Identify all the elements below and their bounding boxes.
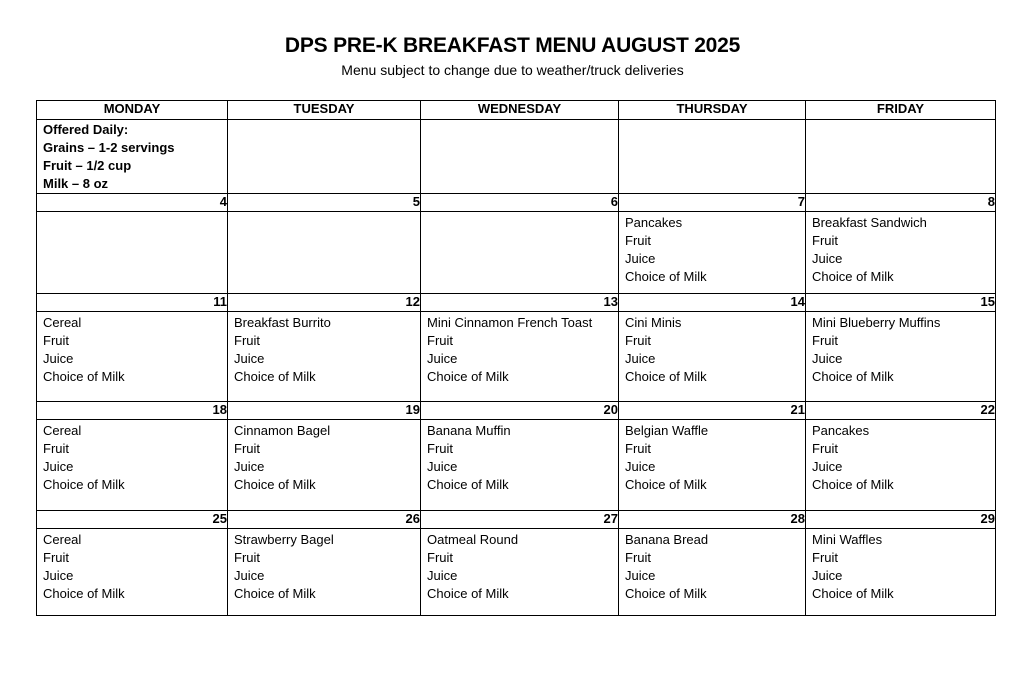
menu-item: Fruit — [625, 441, 651, 456]
menu-item: Choice of Milk — [43, 477, 125, 492]
menu-item: Juice — [234, 568, 265, 583]
menu-cell-wednesday — [421, 420, 619, 511]
menu-item: Choice of Milk — [812, 269, 894, 284]
date-monday: 4 — [37, 194, 228, 212]
offered-daily-heading: Offered Daily: — [43, 122, 129, 137]
menu-item: Juice — [812, 568, 843, 583]
menu-entree: Cereal — [43, 532, 82, 547]
menu-item: Juice — [625, 459, 656, 474]
date-row — [37, 294, 996, 312]
menu-entree: Banana Muffin — [427, 423, 511, 438]
day-header-tuesday: TUESDAY — [228, 101, 421, 120]
menu-item: Fruit — [812, 233, 838, 248]
menu-cell-thursday — [619, 312, 806, 402]
date-thursday: 28 — [619, 511, 806, 529]
menu-cell-tuesday — [228, 529, 421, 616]
menu-item: Choice of Milk — [625, 269, 707, 284]
menu-items-row — [37, 212, 996, 294]
menu-items-row — [37, 420, 996, 511]
menu-item: Choice of Milk — [625, 477, 707, 492]
menu-item: Choice of Milk — [427, 586, 509, 601]
menu-item: Fruit — [234, 333, 260, 348]
menu-cell-monday — [37, 529, 228, 616]
menu-item: Fruit — [43, 441, 69, 456]
menu-entree: Mini Cinnamon French Toast — [427, 315, 593, 330]
date-row — [37, 402, 996, 420]
menu-item: Fruit — [625, 333, 651, 348]
date-row — [37, 194, 996, 212]
menu-cell-tuesday — [228, 420, 421, 511]
menu-item: Choice of Milk — [427, 369, 509, 384]
date-tuesday: 5 — [228, 194, 421, 212]
offered-daily-row — [37, 120, 996, 194]
day-header-friday: FRIDAY — [806, 101, 996, 120]
menu-item: Juice — [625, 568, 656, 583]
empty-cell — [806, 120, 996, 194]
menu-cell-monday — [37, 420, 228, 511]
date-friday: 29 — [806, 511, 996, 529]
menu-entree: Oatmeal Round — [427, 532, 519, 547]
menu-item: Fruit — [427, 333, 453, 348]
menu-entree: Cereal — [43, 423, 82, 438]
menu-item: Juice — [625, 351, 656, 366]
menu-cell-wednesday — [421, 529, 619, 616]
menu-item: Fruit — [812, 550, 838, 565]
menu-item: Fruit — [43, 550, 69, 565]
menu-cell-thursday — [619, 212, 806, 294]
menu-item: Choice of Milk — [234, 369, 316, 384]
menu-item: Choice of Milk — [812, 586, 894, 601]
date-wednesday: 20 — [421, 402, 619, 420]
menu-item: Juice — [43, 568, 74, 583]
menu-entree: Pancakes — [812, 423, 870, 438]
menu-entree: Cereal — [43, 315, 82, 330]
offered-daily-milk: Milk – 8 oz — [43, 176, 109, 191]
empty-cell — [421, 120, 619, 194]
date-thursday: 21 — [619, 402, 806, 420]
menu-item: Choice of Milk — [625, 369, 707, 384]
date-friday: 8 — [806, 194, 996, 212]
menu-item: Choice of Milk — [625, 586, 707, 601]
menu-item: Juice — [234, 351, 265, 366]
offered-daily-fruit: Fruit – 1/2 cup — [43, 158, 132, 173]
menu-item: Juice — [625, 251, 656, 266]
day-header-thursday: THURSDAY — [619, 101, 806, 120]
menu-item: Fruit — [234, 441, 260, 456]
menu-item: Fruit — [625, 550, 651, 565]
menu-cell-friday — [806, 312, 996, 402]
date-tuesday: 19 — [228, 402, 421, 420]
date-wednesday: 6 — [421, 194, 619, 212]
menu-cell-wednesday — [421, 312, 619, 402]
menu-item: Choice of Milk — [234, 477, 316, 492]
menu-cell-monday — [37, 312, 228, 402]
date-friday: 15 — [806, 294, 996, 312]
menu-cell-thursday — [619, 529, 806, 616]
empty-cell — [619, 120, 806, 194]
menu-item: Juice — [812, 351, 843, 366]
menu-item: Choice of Milk — [427, 477, 509, 492]
menu-entree: Mini Waffles — [812, 532, 883, 547]
date-thursday: 14 — [619, 294, 806, 312]
menu-entree: Banana Bread — [625, 532, 709, 547]
date-monday: 18 — [37, 402, 228, 420]
menu-item: Fruit — [812, 441, 838, 456]
menu-item: Juice — [43, 459, 74, 474]
menu-item: Fruit — [812, 333, 838, 348]
menu-items-row — [37, 529, 996, 616]
menu-item: Juice — [427, 351, 458, 366]
menu-item: Fruit — [427, 441, 453, 456]
menu-cell-thursday — [619, 420, 806, 511]
date-thursday: 7 — [619, 194, 806, 212]
menu-entree: Mini Blueberry Muffins — [812, 315, 941, 330]
page-subtitle: Menu subject to change due to weather/truck deliveries — [341, 62, 684, 78]
menu-cell-friday — [806, 420, 996, 511]
menu-item: Juice — [427, 568, 458, 583]
day-header-wednesday: WEDNESDAY — [421, 101, 619, 120]
menu-cell-monday — [37, 212, 228, 294]
menu-cell-tuesday — [228, 212, 421, 294]
date-tuesday: 12 — [228, 294, 421, 312]
empty-cell — [228, 120, 421, 194]
menu-item: Fruit — [43, 333, 69, 348]
menu-item: Choice of Milk — [43, 369, 125, 384]
menu-items-row — [37, 312, 996, 402]
menu-entree: Pancakes — [625, 215, 683, 230]
page-title: DPS PRE-K BREAKFAST MENU AUGUST 2025 — [284, 34, 741, 57]
menu-entree: Strawberry Bagel — [234, 532, 334, 547]
menu-cell-wednesday — [421, 212, 619, 294]
menu-item: Fruit — [625, 233, 651, 248]
menu-cell-friday — [806, 212, 996, 294]
menu-cell-friday — [806, 529, 996, 616]
date-wednesday: 13 — [421, 294, 619, 312]
menu-table — [36, 100, 996, 616]
menu-item: Choice of Milk — [812, 477, 894, 492]
date-tuesday: 26 — [228, 511, 421, 529]
menu-item: Fruit — [234, 550, 260, 565]
menu-entree: Belgian Waffle — [625, 423, 709, 438]
date-row — [37, 511, 996, 529]
menu-entree: Breakfast Burrito — [234, 315, 331, 330]
date-monday: 25 — [37, 511, 228, 529]
date-monday: 11 — [37, 294, 228, 312]
menu-item: Juice — [812, 251, 843, 266]
menu-entree: Cini Minis — [625, 315, 682, 330]
menu-item: Juice — [812, 459, 843, 474]
menu-item: Juice — [43, 351, 74, 366]
offered-daily-grains: Grains – 1-2 servings — [43, 140, 175, 155]
date-friday: 22 — [806, 402, 996, 420]
date-wednesday: 27 — [421, 511, 619, 529]
menu-item: Choice of Milk — [812, 369, 894, 384]
menu-item: Fruit — [427, 550, 453, 565]
menu-item: Juice — [234, 459, 265, 474]
menu-item: Juice — [427, 459, 458, 474]
menu-entree: Breakfast Sandwich — [812, 215, 927, 230]
menu-item: Choice of Milk — [43, 586, 125, 601]
menu-item: Choice of Milk — [234, 586, 316, 601]
offered-daily-cell — [37, 120, 228, 194]
day-header-row — [37, 101, 996, 120]
day-header-monday: MONDAY — [37, 101, 228, 120]
menu-cell-tuesday — [228, 312, 421, 402]
menu-entree: Cinnamon Bagel — [234, 423, 331, 438]
